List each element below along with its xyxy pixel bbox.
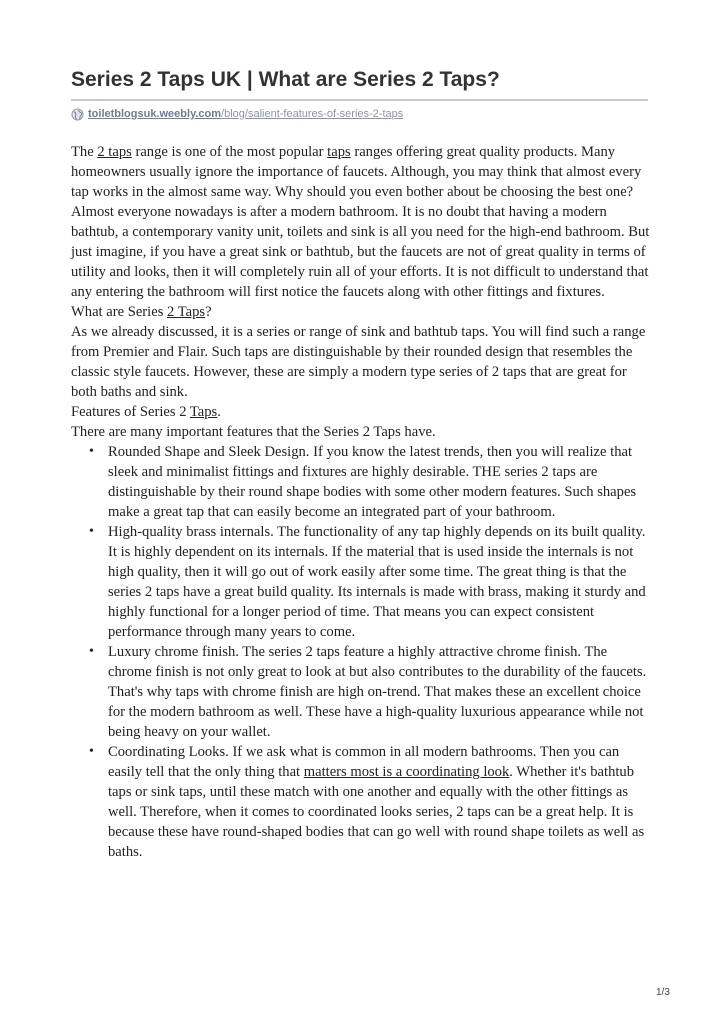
text-run: ? — [205, 304, 212, 320]
list-item: • Luxury chrome finish. The series 2 taps feature a highly attractive chrome finish. The chrome finish is not only great to look at but also contributes to the durability of the faucets. That's why taps with chrome finish are high on-trend. That makes these an excellent choice for the modern bathroom as well. These have a high-quality luxurious appearance while not being heavy on your wallet. — [108, 642, 651, 742]
features-heading — [71, 402, 651, 422]
source-path[interactable]: /blog/salient-features-of-series-2-taps — [221, 108, 404, 120]
link-2-taps-question[interactable]: 2 Taps — [167, 304, 206, 320]
page-number: 1/3 — [656, 987, 670, 998]
article-body — [71, 142, 651, 862]
link-2-taps[interactable]: 2 taps — [97, 144, 132, 160]
answer-paragraph: As we already discussed, it is a series or range of sink and bathtub taps. You will find such a range from Premier and Flair. Such taps are distinguishable by their rounded design that resembles the classic style faucets. However, these are simply a modern type series of 2 taps that are great for both baths and sink. — [71, 324, 646, 400]
text-run: range is one of the most popular — [131, 144, 328, 160]
source-link[interactable] — [71, 106, 403, 122]
text-run: Features of Series 2 — [71, 404, 190, 420]
source-domain[interactable]: toiletblogsuk.weebly.com — [88, 108, 222, 120]
list-item — [108, 742, 651, 862]
link-taps[interactable]: taps — [327, 144, 351, 160]
text-run: . Whether it's bathtub taps or sink taps, until these match with one another and equally with the other fittings as well. Therefore, when it comes to coordinated looks series, 2 taps can be a great help. It is because these have round-shaped bodies that can go well with round shape toilets as well as baths. — [108, 764, 645, 860]
globe-icon — [71, 108, 84, 121]
features-list — [71, 442, 651, 862]
page-title: Series 2 Taps UK | What are Series 2 Taps? — [71, 68, 500, 91]
text-run: The — [71, 144, 98, 160]
list-item: • High-quality brass internals. The functionality of any tap highly depends on its built quality. It is highly dependent on its internals. If the material that is used inside the internals is not high quality, then it will go out of work easily after some time. The great thing is that the series 2 taps have a great build quality. Its internals is made with brass, making it sturdy and highly functional for a longer period of time. That means you can expect consistent performance through many years to come. — [108, 522, 651, 642]
text-run: What are Series — [71, 304, 168, 320]
text-run: . — [217, 404, 221, 420]
link-coordinating-look[interactable]: matters most is a coordinating look — [303, 764, 510, 780]
text-run: Coordinating Looks. If we ask what is common in all modern bathrooms. Then you can easily tell that the only thing that — [108, 744, 620, 780]
title-divider — [71, 99, 648, 101]
text-run: ranges offering great quality products. Many homeowners usually ignore the importance of faucets. Although, you may think that almost every tap works in the almost same way. Why should you even bother about be choosing the best one? Almost everyone nowadays is after a modern bathroom. It is no doubt that having a modern bathtub, a contemporary vanity unit, toilets and sink is all you need for the high-end bathroom. But just imagine, if you have a great sink or bathtub, but the faucets are not of great quality in terms of utility and looks, then it will completely ruin all of your efforts. It is not difficult to understand that any entering the bathroom will first notice the faucets along with other fittings and fixtures. — [71, 144, 650, 300]
question-heading — [71, 302, 651, 322]
link-taps-features[interactable]: Taps — [189, 404, 218, 420]
intro-paragraph — [71, 142, 651, 302]
features-intro: There are many important features that the Series 2 Taps have. — [71, 424, 436, 440]
list-item: • Rounded Shape and Sleek Design. If you know the latest trends, then you will realize that sleek and minimalist fittings and fixtures are highly desirable. THE series 2 taps are distinguishable by their round shape bodies with some other modern features. Such shapes make a great tap that can easily become an integrated part of your bathroom. — [108, 442, 651, 522]
